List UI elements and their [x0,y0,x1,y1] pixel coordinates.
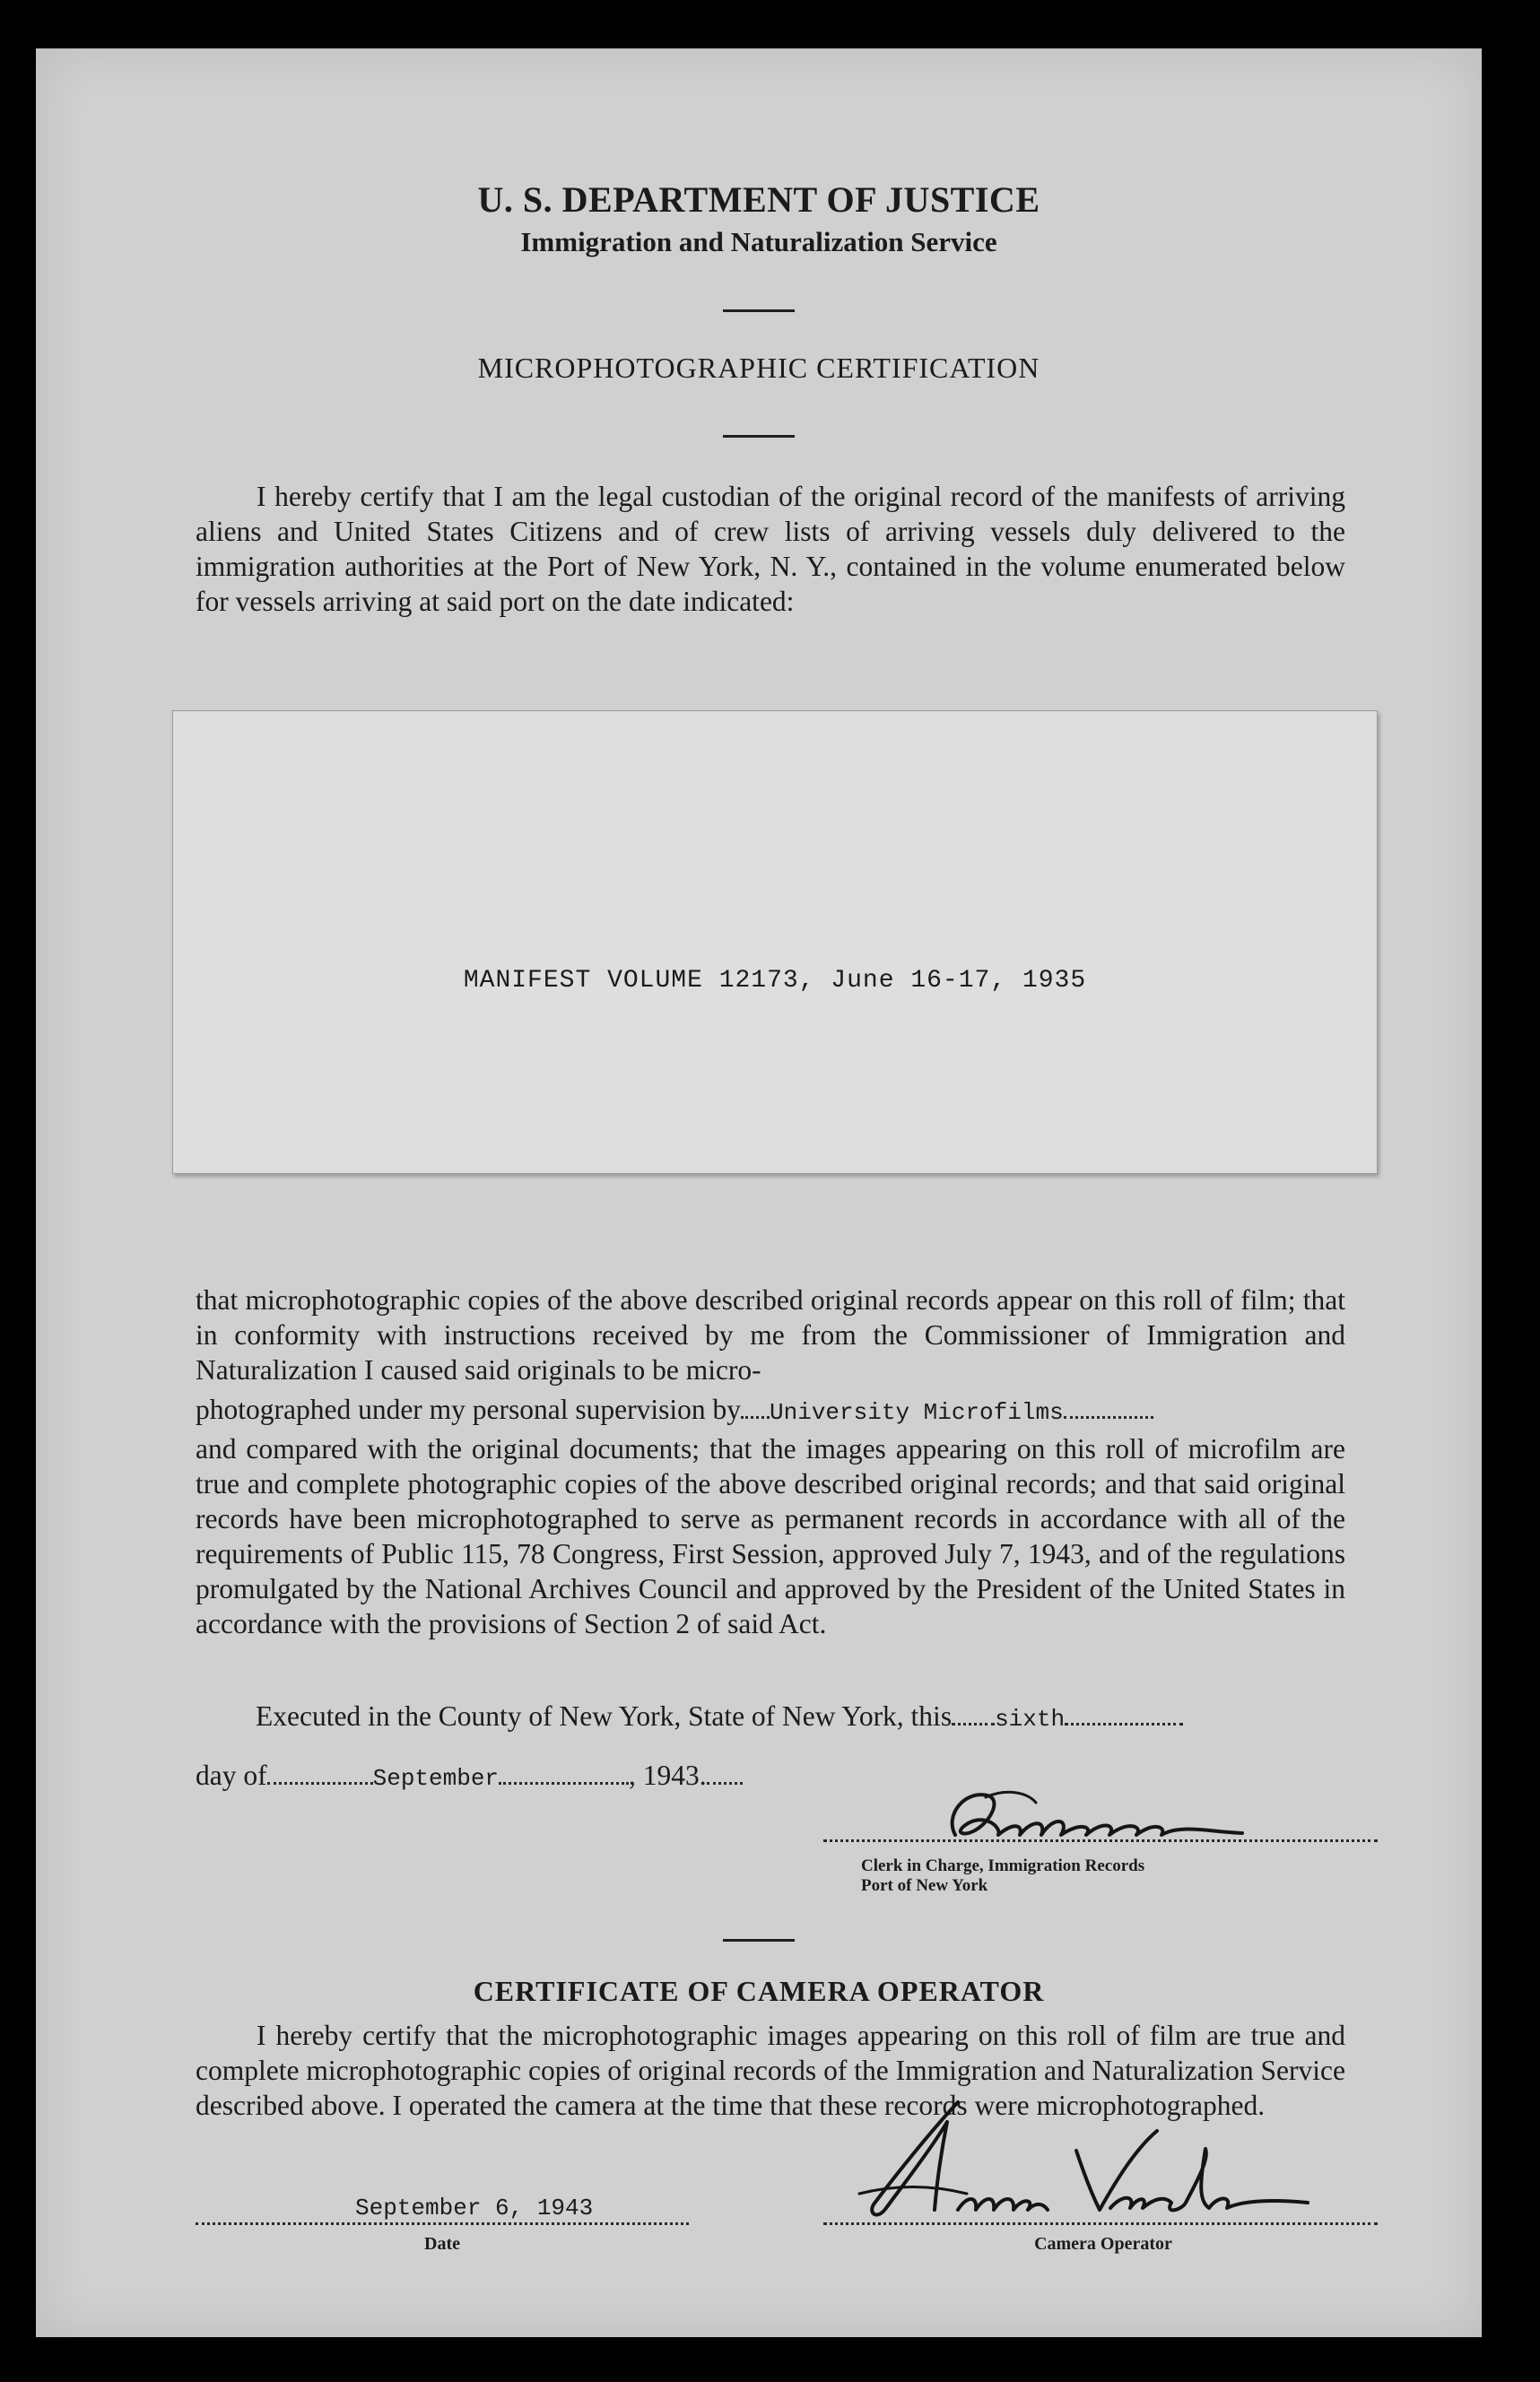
date-line [196,2222,689,2225]
execution-year: , 1943. [629,1760,707,1791]
date-label: Date [424,2234,460,2254]
certificate-date: September 6, 1943 [352,2195,596,2221]
department-heading: U. S. DEPARTMENT OF JUSTICE [477,179,1040,220]
supervisor-name: University Microfilms [770,1399,1064,1426]
volume-card-text: MANIFEST VOLUME 12173, June 16-17, 1935 [463,967,1087,995]
clerk-title [861,1856,1144,1896]
divider-rule-1 [723,309,795,312]
body-paragraph-part1: that microphotographic copies of the above described original records appear on this roll of film; that in conformity with instructions received by me from the Commissioner of Immigration and Naturalization I caused said originals to be micro- [196,1284,1345,1386]
intro-paragraph: I hereby certify that I am the legal custodian of the original record of the manifests of arriving aliens and United States Citizens and of crew lists of arriving vessels duly delivered to the immigration authorities at the Port of New York, N. Y., contained in the volume enumerated below for vessels arriving at said port on the date indicated: [196,481,1345,617]
execution-prefix: Executed in the County of New York, State of New York, this [256,1700,953,1732]
camera-operator-label: Camera Operator [1034,2234,1172,2254]
body-paragraph-part2: and compared with the original documents; that the images appearing on this roll of microfilm are true and complete photographic copies of the above described original records; and that said original records have been microphotographed to serve as permanent records in accordance with all of the requirements of Public 115, 78 Congress, First Session, approved July 7, 1943, and of the regulations promulgated by the National Archives Council and approved by the President of the United States in accordance with the provisions of Section 2 of said Act. [196,1433,1345,1639]
supervision-line [196,1394,1345,1426]
volume-card [172,710,1378,1174]
certification-title: MICROPHOTOGRAPHIC CERTIFICATION [477,352,1040,384]
clerk-title-line2: Port of New York [861,1876,988,1895]
divider-rule-2 [723,435,795,438]
camera-certificate-title: CERTIFICATE OF CAMERA OPERATOR [473,1975,1045,2007]
execution-line [256,1700,1183,1733]
execution-month: September [372,1765,500,1792]
day-of-line [196,1760,743,1792]
service-subheading: Immigration and Naturalization Service [520,226,997,257]
day-of-label: day of [196,1760,267,1791]
camera-certificate-text: I hereby certify that the microphotographic images appearing on this roll of film are true and complete microphotographic copies of original records of the Immigration and Naturalization Service described above. I operated the camera at the time that these records were microphotographed. [196,2020,1345,2121]
supervision-prefix: photographed under my personal supervision by [196,1394,742,1425]
divider-rule-3 [723,1939,795,1942]
clerk-title-line1: Clerk in Charge, Immigration Records [861,1856,1145,1875]
camera-operator-line [823,2222,1378,2225]
clerk-signature-line [823,1839,1378,1842]
camera-operator-signature [823,2095,1326,2230]
certificate-page [36,48,1482,2337]
execution-day: sixth [995,1706,1066,1733]
